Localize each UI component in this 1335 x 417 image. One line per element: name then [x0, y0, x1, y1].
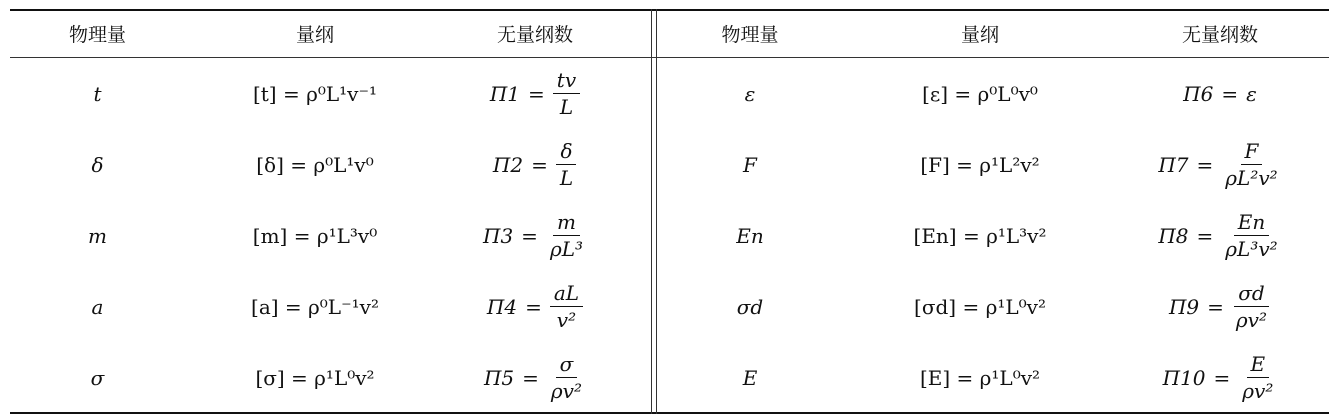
dimension-formula: [a] = ρ⁰L⁻¹v² — [251, 294, 379, 319]
quantity-symbol: σd — [736, 294, 764, 319]
pi-label: Π10 — [1162, 365, 1206, 390]
header-dimension: 量纲 — [960, 24, 999, 46]
dimension-formula: [F] = ρ¹L²v² — [920, 152, 1040, 177]
fraction-denominator: L — [559, 95, 574, 119]
quantity-symbol: ε — [744, 81, 756, 106]
table-row — [0, 342, 1335, 413]
pi-label: Π6 — [1183, 81, 1214, 106]
header-dimension: 量纲 — [295, 24, 334, 46]
table-header — [0, 10, 1335, 57]
quantity-symbol: t — [93, 81, 102, 106]
dimensionless-number: Π6 = ε — [1183, 81, 1257, 106]
table-row — [0, 129, 1335, 200]
dimensionless-number: Π3 = $\frac{m}{\text{ρL³}}$ — [440, 200, 630, 271]
quantity-symbol: En — [736, 223, 764, 248]
dimensionless-number: Π7 = $\frac{F}{\text{ρL²v²}}$ — [1120, 129, 1320, 200]
table-row — [0, 200, 1335, 271]
fraction-numerator: δ — [556, 140, 576, 165]
fraction-denominator: ρv² — [550, 379, 582, 403]
fraction-denominator: ρL²v² — [1225, 166, 1278, 190]
fraction-numerator: σd — [1234, 282, 1268, 307]
quantity-symbol: E — [742, 365, 758, 390]
pi-label: Π8 — [1158, 223, 1189, 248]
dimension-formula: [σd] = ρ¹L⁰v² — [914, 294, 1046, 319]
fraction-numerator: tv — [553, 69, 580, 94]
pi-label: Π4 — [486, 294, 518, 319]
fraction-denominator: L — [559, 166, 574, 190]
dimension-formula: [δ] = ρ⁰L¹v⁰ — [256, 152, 374, 177]
header-dimensionless: 无量纲数 — [1181, 24, 1258, 46]
dimensionless-number: Π2 = $\frac{\delta}{L}$ — [440, 129, 630, 200]
quantity-symbol: m — [88, 223, 107, 248]
quantity-symbol: F — [743, 152, 757, 177]
dimension-formula: [m] = ρ¹L³v⁰ — [252, 223, 378, 248]
dimensionless-number: Π10 = $\frac{E}{\text{ρv²}}$ — [1120, 342, 1320, 413]
dimension-formula: [σ] = ρ¹L⁰v² — [255, 365, 375, 390]
fraction-numerator: En — [1234, 211, 1269, 236]
fraction-denominator: ρv² — [1242, 379, 1274, 403]
pi-label: Π1 — [489, 81, 521, 106]
fraction-numerator: m — [553, 211, 580, 236]
dimensionless-number: Π9 = $\frac{\sigma d}{\text{ρv²}}$ — [1120, 271, 1320, 342]
fraction-numerator: F — [1241, 140, 1263, 165]
pi-value: ε — [1246, 81, 1257, 106]
dimension-formula: [E] = ρ¹L⁰v² — [919, 365, 1041, 390]
pi-label: Π5 — [483, 365, 515, 390]
pi-label: Π2 — [492, 152, 524, 177]
dimension-formula: [En] = ρ¹L³v² — [913, 223, 1047, 248]
quantity-symbol: σ — [90, 365, 105, 390]
quantity-symbol: δ — [91, 152, 104, 177]
pi-label: Π9 — [1168, 294, 1200, 319]
table-row — [0, 271, 1335, 342]
fraction-numerator: E — [1247, 353, 1270, 378]
fraction-numerator: σ — [556, 353, 578, 378]
fraction-denominator: ρv² — [1235, 308, 1267, 332]
pi-label: Π7 — [1158, 152, 1189, 177]
header-quantity: 物理量 — [721, 24, 779, 46]
dimensionless-number: Π4 = $\frac{aL}{\text{v²}}$ — [440, 271, 630, 342]
dimensionless-number: Π1 = $\frac{tv}{L}$ — [440, 58, 630, 129]
dimensionless-number: Π8 = $\frac{En}{\text{ρL³v²}}$ — [1120, 200, 1320, 271]
header-dimensionless: 无量纲数 — [496, 24, 573, 46]
dimension-formula: [ε] = ρ⁰L⁰v⁰ — [922, 81, 1038, 106]
dimension-formula: [t] = ρ⁰L¹v⁻¹ — [252, 81, 378, 106]
fraction-denominator: ρL³ — [549, 237, 583, 261]
fraction-denominator: ρL³v² — [1225, 237, 1278, 261]
quantity-symbol: a — [91, 294, 104, 319]
header-quantity: 物理量 — [68, 24, 126, 46]
table-row — [0, 58, 1335, 129]
pi-label: Π3 — [483, 223, 514, 248]
fraction-numerator: aL — [550, 282, 583, 307]
fraction-denominator: v² — [556, 308, 577, 332]
dimensionless-number: Π5 = $\frac{\sigma}{\text{ρv²}}$ — [440, 342, 630, 413]
